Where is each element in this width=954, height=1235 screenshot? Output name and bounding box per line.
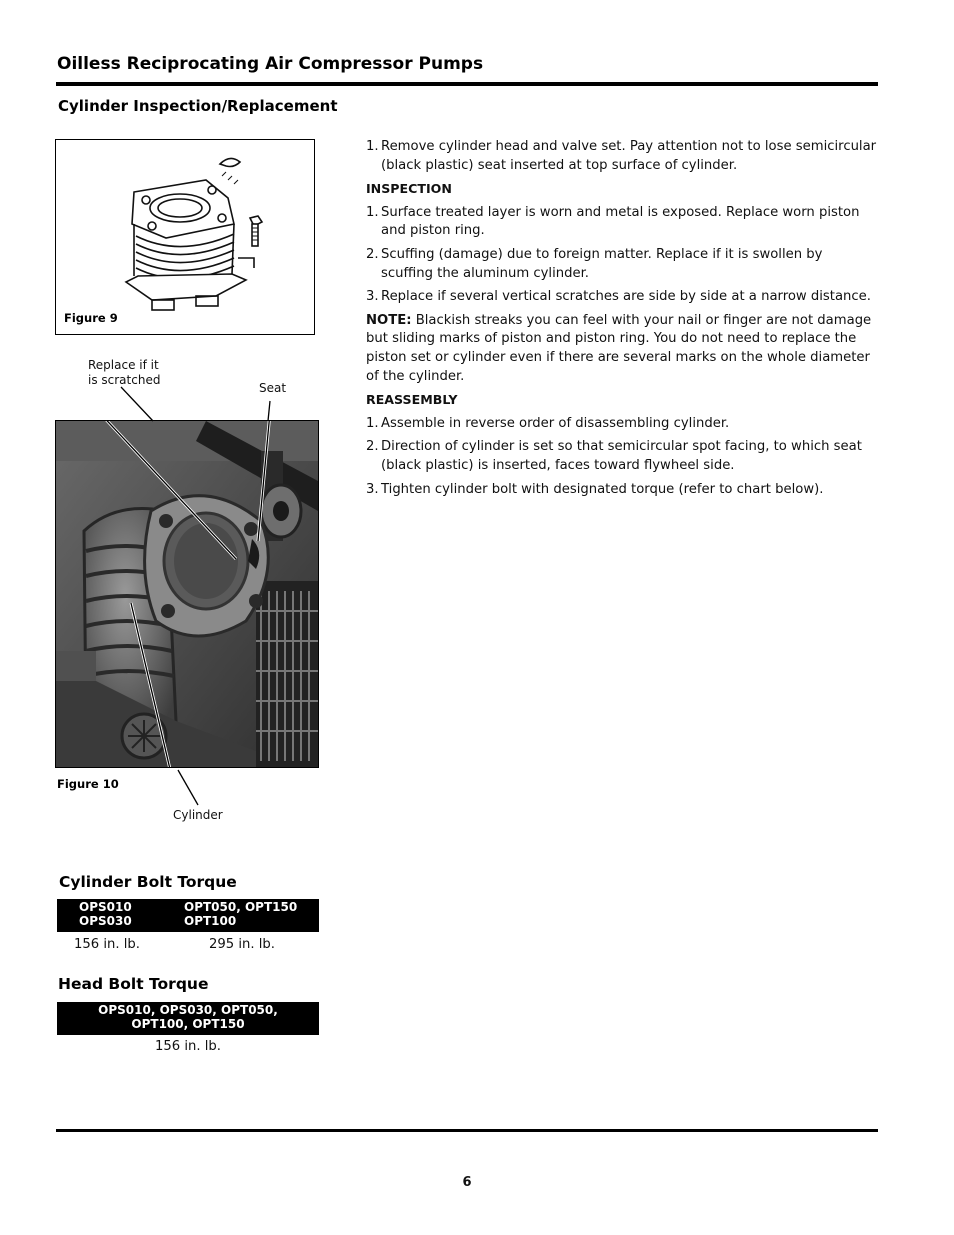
header-model: OPS010, OPS030, OPT050,: [98, 1003, 278, 1017]
callout-replace: [88, 358, 160, 388]
reassembly-item-text: Direction of cylinder is set so that semicircular spot facing, to which seat (black plastic) is inserted, faces toward flywheel side.: [381, 439, 862, 473]
cylinder-torque-title: Cylinder Bolt Torque: [59, 873, 237, 891]
inspection-item-number: 3.: [366, 289, 379, 305]
cylinder-torque-col1-header: [79, 901, 132, 928]
page-title: Oilless Reciprocating Air Compressor Pumps: [57, 54, 484, 74]
note-text: Blackish streaks you can feel with your nail or finger are not damage but sliding marks of piston and piston ring. You do not need to replace the piston set or cylinder even if there are several marks on the whole diameter of the cylinder.: [366, 312, 872, 384]
note-label: NOTE:: [366, 312, 412, 328]
inspection-item-text: Scuffing (damage) due to foreign matter. Replace if it is swollen by scuffing the aluminum cylinder.: [381, 246, 823, 281]
inspection-item-number: 1.: [366, 204, 379, 220]
cylinder-line-drawing: [56, 140, 314, 334]
note-paragraph: [366, 312, 878, 386]
callout-seat: Seat: [259, 381, 287, 395]
head-torque-title: Head Bolt Torque: [58, 975, 209, 993]
step-1-text: Remove cylinder head and valve set. Pay attention not to lose semicircular (black plastic) seat inserted at top surface of cylinder.: [381, 139, 877, 173]
head-torque-value: 156 in. lb.: [155, 1039, 221, 1054]
callout-replace-line2: is scratched: [88, 373, 161, 387]
inspection-item: [366, 246, 878, 283]
footer-rule: [56, 1129, 878, 1132]
reassembly-item: [366, 415, 878, 434]
cylinder-torque-header: [57, 899, 319, 932]
step-1-number: 1.: [366, 139, 379, 154]
section-title: Cylinder Inspection/Replacement: [58, 97, 338, 115]
figure-9: [55, 139, 315, 335]
instructions: [366, 138, 878, 504]
figure-10-label: Figure 10: [57, 777, 119, 791]
callout-cylinder: Cylinder: [173, 808, 223, 822]
reassembly-item-number: 1.: [366, 415, 379, 431]
reassembly-item: [366, 438, 878, 475]
inspection-item-text: Replace if several vertical scratches are side by side at a narrow distance.: [381, 289, 871, 305]
cylinder-torque-col2-header: [184, 901, 297, 928]
inspection-item: [366, 204, 878, 241]
reassembly-heading: REASSEMBLY: [366, 392, 458, 408]
header-rule: [56, 82, 878, 86]
header-model: OPT050, OPT150: [184, 900, 298, 914]
inspection-item-text: Surface treated layer is worn and metal is exposed. Replace worn piston and piston ring.: [381, 204, 860, 239]
inspection-item-number: 2.: [366, 246, 379, 262]
cylinder-torque-value-1: 156 in. lb.: [74, 937, 140, 952]
head-torque-header: [57, 1002, 319, 1035]
reassembly-item-number: 2.: [366, 439, 379, 455]
reassembly-item: [366, 481, 878, 500]
inspection-item: [366, 288, 878, 307]
callout-leader-outer: [55, 385, 355, 835]
header-model: OPS030: [79, 913, 132, 928]
page-number: 6: [462, 1175, 472, 1190]
header-model: OPT100: [184, 913, 237, 928]
cylinder-torque-value-2: 295 in. lb.: [209, 937, 275, 952]
header-model: OPT100, OPT150: [131, 1016, 245, 1031]
reassembly-item-text: Assemble in reverse order of disassembling cylinder.: [381, 415, 730, 431]
figure-9-label: Figure 9: [64, 311, 118, 325]
step-1: [366, 138, 878, 175]
reassembly-item-number: 3.: [366, 481, 379, 497]
reassembly-item-text: Tighten cylinder bolt with designated torque (refer to chart below).: [381, 481, 824, 497]
callout-replace-line1: Replace if it: [88, 358, 159, 372]
inspection-heading: INSPECTION: [366, 181, 452, 197]
header-model: OPS010: [79, 900, 132, 914]
